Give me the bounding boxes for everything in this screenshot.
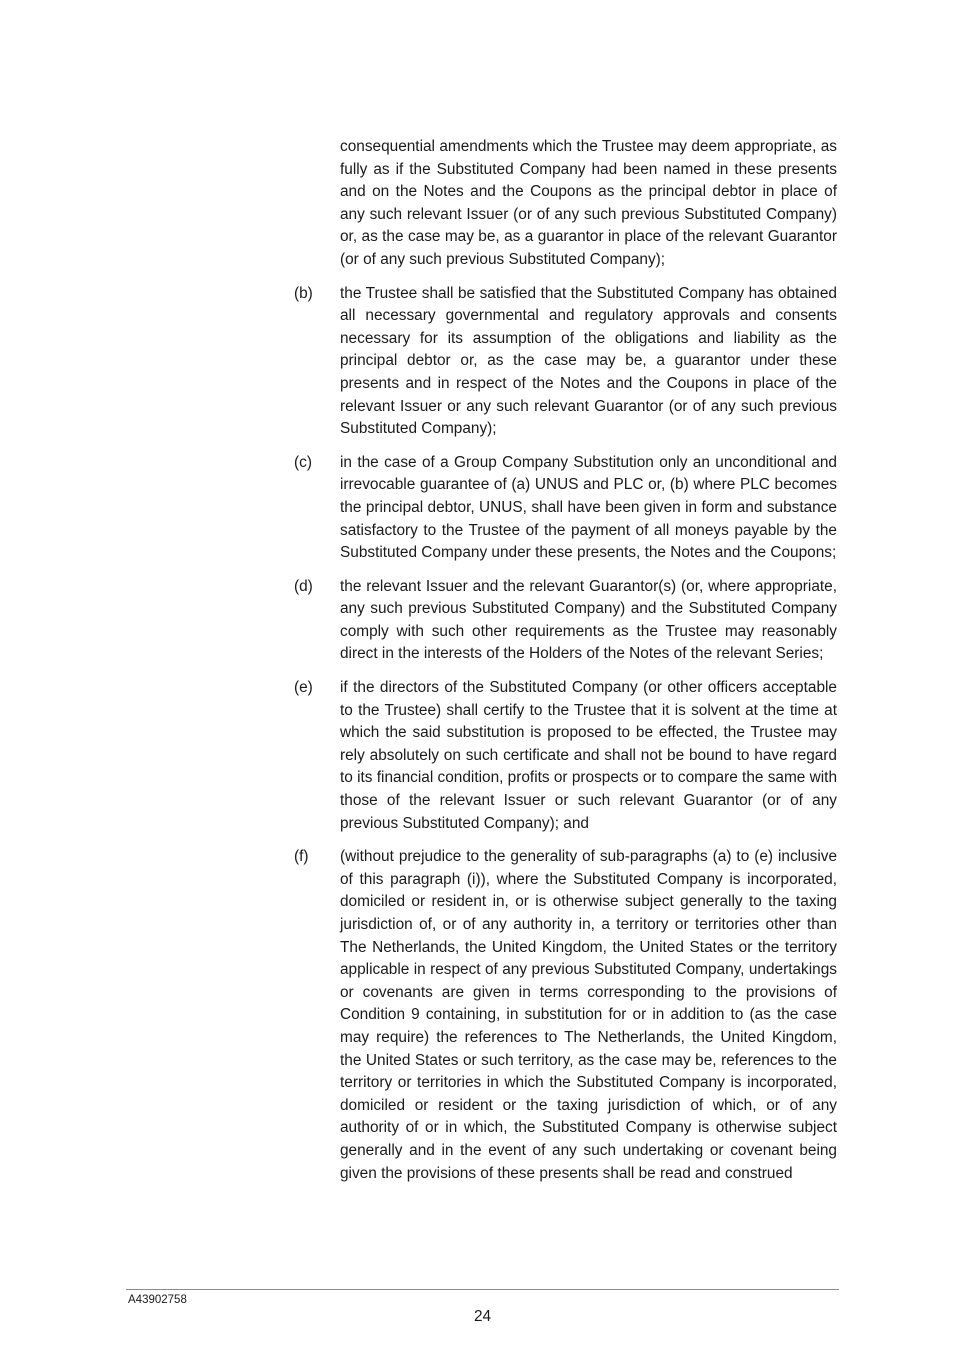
paragraph-text: in the case of a Group Company Substitution only an unconditional and irrevocable guarantee of (a) UNUS and PLC or, (b) where PLC becomes the principal debtor, UNUS, shall have been given in form and substance satisfactory to the Trustee of the payment of all moneys payable by the Substituted Company under these presents, the Notes and the Coupons;: [340, 453, 837, 562]
paragraph-f: [294, 846, 837, 1185]
paragraph-d: [294, 576, 837, 666]
paragraph-label: (e): [294, 679, 313, 697]
paragraph-b: [294, 283, 837, 441]
paragraph-text: the relevant Issuer and the relevant Guarantor(s) (or, where appropriate, any such previous Substituted Company) and the Substituted Company comply with such other requirements as the Trustee may reasonably direct in the interests of the Holders of the Notes of the relevant Series;: [340, 577, 837, 663]
paragraph-text: (without prejudice to the generality of sub-paragraphs (a) to (e) inclusive of this paragraph (i)), where the Substituted Company is incorporated, domiciled or resident in, or is otherwise subject generally to the taxing jurisdiction of, or of any authority in, a territory or territories other than The Netherlands, the United Kingdom, the United States or the territory applicable in respect of any previous Substituted Company, undertakings or covenants are given in terms corresponding to the provisions of Condition 9 containing, in substitution for or in addition to (as the case may require) the references to The Netherlands, the United Kingdom, the United States or such territory, as the case may be, references to the territory or territories in which the Substituted Company is incorporated, domiciled or resident or the taxing jurisdiction of which, or of any authority of or in which, the Substituted Company is otherwise subject generally and in the event of any such undertaking or covenant being given the provisions of these presents shall be read and construed: [340, 848, 837, 1182]
paragraph-label: (f): [294, 848, 309, 866]
paragraph-text: the Trustee shall be satisfied that the Substituted Company has obtained all necessary governmental and regulatory approvals and consents necessary for its assumption of the obligations and liability as the principal debtor or, as the case may be, a guarantor under these presents and in respect of the Notes and the Coupons in place of the relevant Issuer or any such relevant Guarantor (or of any such previous Substituted Company);: [340, 284, 837, 438]
document-reference: A43902758: [128, 1294, 187, 1306]
continuation-paragraph: consequential amendments which the Trustee may deem appropriate, as fully as if the Substituted Company had been named in these presents and on the Notes and the Coupons as the principal debtor in place of any such relevant Issuer (or of any such previous Substituted Company) or, as the case may be, as a guarantor in place of the relevant Guarantor (or of any such previous Substituted Company);: [340, 138, 837, 268]
document-body: [294, 136, 837, 1196]
paragraph-label: (b): [294, 284, 313, 302]
paragraph-text: if the directors of the Substituted Company (or other officers acceptable to the Trustee) shall certify to the Trustee that it is solvent at the time at which the said substitution is proposed to be effected, the Trustee may rely absolutely on such certificate and shall not be bound to have regard to its financial condition, profits or prospects or to compare the same with those of the relevant Issuer or such relevant Guarantor (or of any previous Substituted Company); and: [340, 679, 838, 832]
paragraph-c: [294, 452, 837, 565]
paragraph-e: [294, 677, 837, 835]
paragraph-label: (d): [294, 577, 313, 595]
footer-divider: [126, 1289, 839, 1290]
paragraph-label: (c): [294, 453, 312, 471]
page-number: 24: [473, 1308, 492, 1325]
